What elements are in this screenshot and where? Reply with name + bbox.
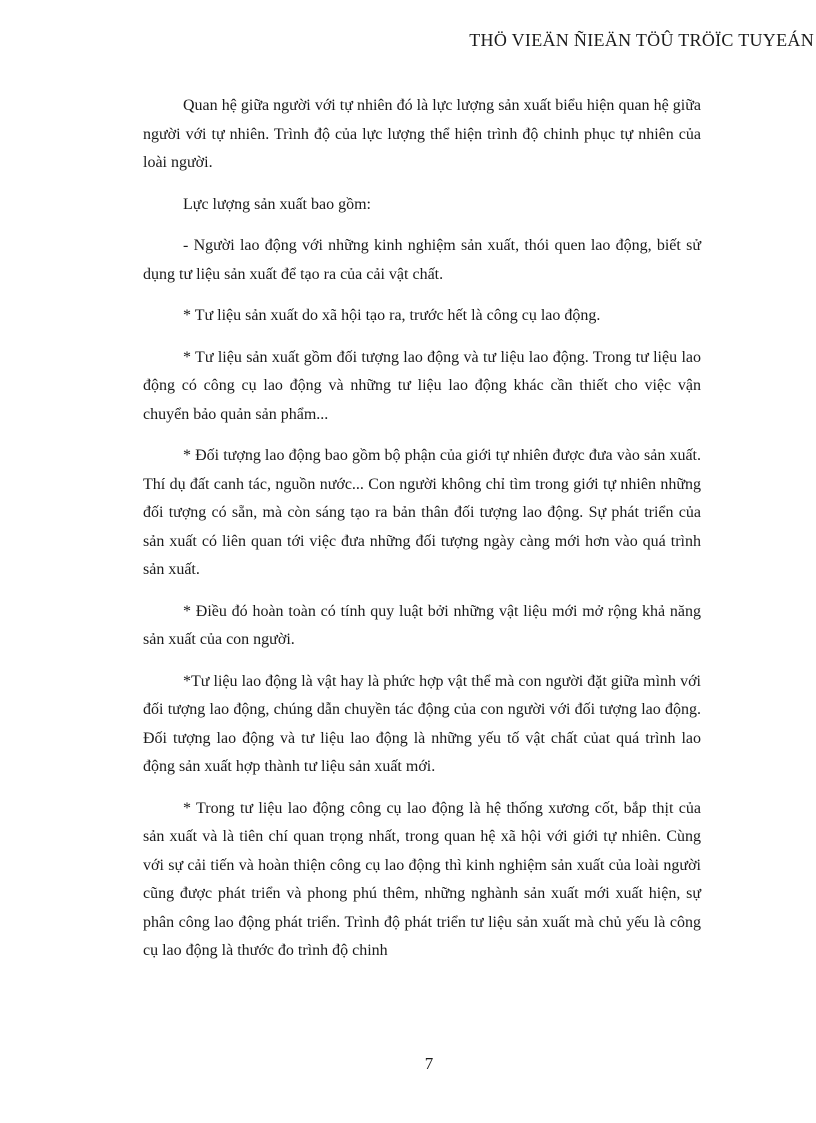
paragraph: Lực lượng sản xuất bao gồm: <box>183 195 371 213</box>
paragraph: * Trong tư liệu lao động công cụ lao động là hệ thống xương cốt, bắp thịt của sản xuất và là tiên chí quan trọng nhất, trong quan hệ xã hội với giới tự nhiên. Cùng với sự cải tiến và hoàn thiện công cụ lao động thì kinh nghiệm sản xuất của loài người cũng được phát triển và phong phú thêm, những nghành sản xuất mới xuất hiện, sự phân công lao động phát triển. Trình độ phát triển tư liệu sản xuất mà chủ yếu là công cụ lao động là thước đo trình độ chinh <box>143 799 701 959</box>
paragraph: Quan hệ giữa người với tự nhiên đó là lực lượng sản xuất biểu hiện quan hệ giữa người với tự nhiên. Trình độ của lực lượng thể hiện trình độ chinh phục tự nhiên của loài người. <box>143 97 701 171</box>
paragraph: - Người lao động với những kinh nghiệm sản xuất, thói quen lao động, biết sử dụng tư liệu sản xuất để tạo ra của cải vật chất. <box>143 237 701 283</box>
paragraph: * Điều đó hoàn toàn có tính quy luật bởi những vật liệu mới mở rộng khả năng sản xuất của con người. <box>143 602 701 648</box>
page-number: 7 <box>424 1054 434 1073</box>
paragraph: * Tư liệu sản xuất do xã hội tạo ra, trước hết là công cụ lao động. <box>183 307 601 324</box>
body-text <box>143 92 701 979</box>
paragraph: * Đối tượng lao động bao gồm bộ phận của giới tự nhiên được đưa vào sản xuất. Thí dụ đất canh tác, nguồn nước... Con người không chỉ tìm trong giới tự nhiên những đối tượng có sẵn, mà còn sáng tạo ra bản thân đối tượng lao động. Sự phát triển của sản xuất có liên quan tới việc đưa những đối tượng ngày càng mới hơn vào quá trình sản xuất. <box>143 447 701 578</box>
running-header: THÖ VIEÄN ÑIEÄN TÖÛ TRÖÏC TUYEÁN <box>469 30 814 50</box>
paragraph: *Tư liệu lao động là vật hay là phức hợp vật thể mà con người đặt giữa mình với đối tượng lao động, chúng dẫn chuyền tác động của con người với đối tượng lao động. Đối tượng lao động và tư liệu lao động là những yếu tố vật chất củat quá trình lao động sản xuất hợp thành tư liệu sản xuất mới. <box>143 672 701 775</box>
paragraph: * Tư liệu sản xuất gồm đối tượng lao động và tư liệu lao động. Trong tư liệu lao động có công cụ lao động và những tư liệu lao động khác cần thiết cho việc vận chuyển bảo quản sản phẩm... <box>143 348 701 423</box>
